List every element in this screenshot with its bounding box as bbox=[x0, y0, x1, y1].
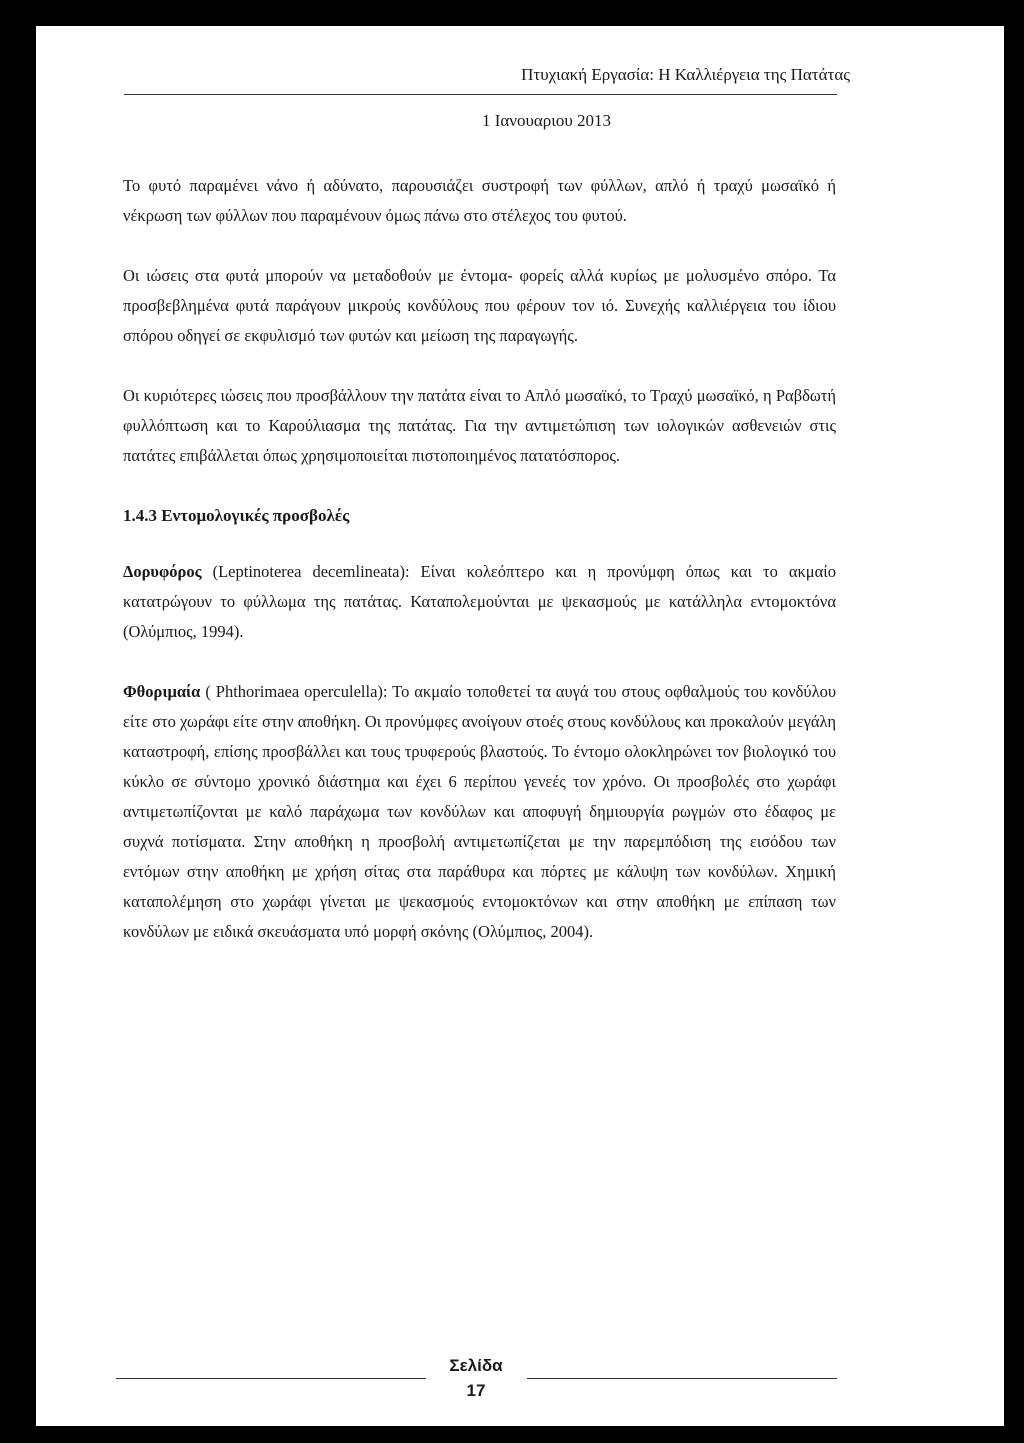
footer-page-label: Σελίδα bbox=[449, 1356, 503, 1375]
term-potato-moth: Φθοριμαία bbox=[123, 682, 201, 701]
body-text bbox=[123, 171, 836, 977]
page-footer bbox=[36, 1354, 1004, 1424]
footer-rule-right bbox=[527, 1378, 837, 1379]
paragraph-potato-moth bbox=[123, 677, 836, 947]
header-rule bbox=[124, 94, 837, 95]
running-header-title: Πτυχιακή Εργασία: Η Καλλιέργεια της Πατάτας bbox=[521, 65, 850, 84]
paragraph-potato-moth-text: ( Phthorimaea operculella): Το ακμαίο τοποθετεί τα αυγά του στους οφθαλμούς του κονδύλου είτε στο χωράφι είτε στην αποθήκη. Οι προνύμφες ανοίγουν στοές στους κονδύλους και προκαλούν μεγάλη καταστροφή, επίσης προσβάλλει και τους τρυφερούς βλαστούς. Το έντομο ολοκληρώνει τον βιολογικό του κύκλο σε σύντομο χρονικό διάστημα και έχει 6 περίπου γενεές τον χρόνο. Οι προσβολές στο χωράφι αντιμετωπίζονται με καλό παράχωμα των κονδύλων και αποφυγή δημιουργία ρωγμών στο έδαφος με συχνά ποτίσματα. Στην αποθήκη η προσβολή αντιμετωπίζεται με την παρεμπόδιση της εισόδου των εντόμων στην αποθήκη με χρήση σίτας στα παράθυρα και πόρτες με κάλυψη των κονδύλων. Χημική καταπολέμηση στο χωράφι γίνεται με ψεκασμούς εντομοκτόνων και στην αποθήκη με επίπαση των κονδύλων με ειδικά σκευάσματα υπό μορφή σκόνης (Ολύμπιος, 2004). bbox=[123, 682, 836, 941]
paragraph-virus-transmission: Οι ιώσεις στα φυτά μπορούν να μεταδοθούν με έντομα- φορείς αλλά κυρίως με μολυσμένο σπόρο. Τα προσβεβλημένα φυτά παράγουν μικρούς κονδύλους που φέρουν τον ιό. Συνεχής καλλιέργεια του ίδιου σπόρου οδηγεί σε εκφυλισμό των φυτών και μείωση της παραγωγής. bbox=[123, 266, 836, 345]
paragraph-symptoms: Το φυτό παραμένει νάνο ή αδύνατο, παρουσιάζει συστροφή των φύλλων, απλό ή τραχύ μωσαϊκό ή νέκρωση των φύλλων που παραμένουν όμως πάνω στο στέλεχος του φυτού. bbox=[123, 176, 836, 225]
paragraph-colorado-beetle-text: (Leptinoterea decemlineata): Είναι κολεόπτερο και η προνύμφη όπως και το ακμαίο κατατρώγουν το φύλλωμα της πατάτας. Καταπολεμούνται με ψεκασμούς με κατάλληλα εντομοκτόνα (Ολύμπιος, 1994). bbox=[123, 562, 836, 641]
footer-rule-left bbox=[116, 1378, 426, 1379]
paragraph-main-viruses: Οι κυριότερες ιώσεις που προσβάλλουν την πατάτα είναι το Απλό μωσαϊκό, το Τραχύ μωσαϊκό, η Ραβδωτή φυλλόπτωση και το Καρούλιασμα της πατάτας. Για την αντιμετώπιση των ιολογικών ασθενειών στις πατάτες επιβάλλεται όπως χρησιμοποιείται πιστοποιημένος πατατόσπορος. bbox=[123, 386, 836, 465]
footer-page-number: 17 bbox=[466, 1381, 486, 1400]
running-header-date: 1 Ιανουαριου 2013 bbox=[481, 111, 611, 130]
document-page bbox=[36, 26, 1004, 1426]
term-colorado-beetle: Δορυφόρος bbox=[123, 562, 202, 581]
paragraph-colorado-beetle bbox=[123, 557, 836, 647]
section-heading: 1.4.3 Εντομολογικές προσβολές bbox=[123, 506, 350, 525]
